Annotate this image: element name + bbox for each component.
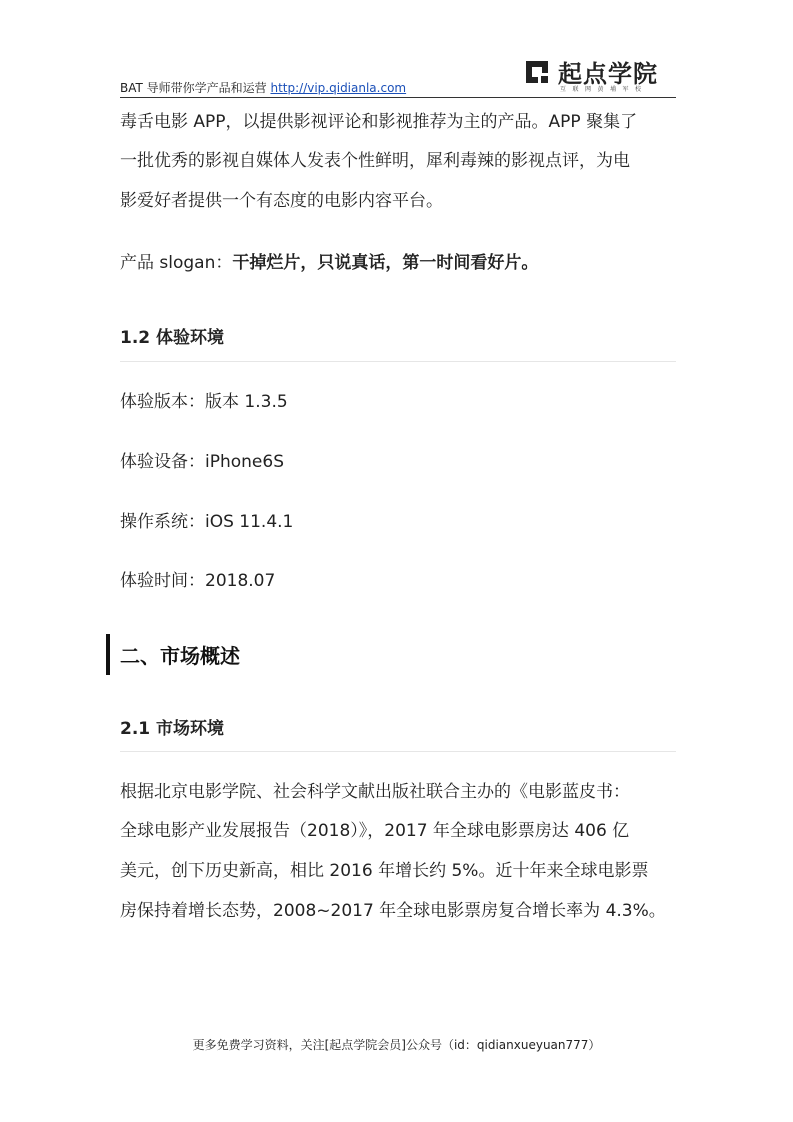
page-footer: 更多免费学习资料，关注[起点学院会员]公众号（id：qidianxueyuan777） [192, 1038, 601, 1052]
heading-accent-bar [106, 634, 110, 675]
header-divider [120, 97, 676, 98]
section-divider [120, 751, 676, 752]
slogan-label: 产品 slogan： [120, 253, 233, 273]
section-title-1-2: 1.2 体验环境 [120, 328, 225, 348]
market-line-2: 全球电影产业发展报告（2018）》，2017 年全球电影票房达 406 亿 [120, 821, 630, 841]
experience-device: 体验设备：iPhone6S [120, 452, 284, 472]
intro-line-1: 毒舌电影 APP，以提供影视评论和影视推荐为主的产品。APP 聚集了 [120, 112, 638, 132]
logo-title: 起点学院 [558, 60, 658, 88]
header-tagline-text: BAT 导师带你学产品和运营 [120, 81, 267, 95]
slogan-paragraph [120, 245, 538, 281]
market-line-1: 根据北京电影学院、社会科学文献出版社联合主办的《电影蓝皮书： [120, 782, 630, 802]
market-line-3: 美元，创下历史新高，相比 2016 年增长约 5%。近十年来全球电影票 [120, 861, 649, 881]
slogan-text: 干掉烂片，只说真话，第一时间看好片。 [232, 253, 539, 273]
section-title-2: 二、市场概述 [120, 644, 240, 668]
experience-os: 操作系统：iOS 11.4.1 [120, 512, 294, 532]
section-divider [120, 361, 676, 362]
logo-subtitle: 互联网黄埔军校 [560, 86, 648, 93]
experience-time: 体验时间：2018.07 [120, 571, 276, 591]
logo-mark-icon [524, 59, 550, 85]
section-title-2-1: 2.1 市场环境 [120, 719, 225, 739]
experience-version: 体验版本：版本 1.3.5 [120, 392, 288, 412]
intro-line-3: 影爱好者提供一个有态度的电影内容平台。 [120, 191, 443, 211]
market-line-4: 房保持着增长态势，2008~2017 年全球电影票房复合增长率为 4.3%。 [120, 901, 666, 921]
logo [524, 56, 670, 92]
intro-line-2: 一批优秀的影视自媒体人发表个性鲜明，犀利毒辣的影视点评，为电 [120, 151, 630, 171]
page-header [120, 54, 676, 99]
header-tagline [120, 79, 406, 96]
header-link[interactable]: http://vip.qidianla.com [270, 81, 407, 95]
